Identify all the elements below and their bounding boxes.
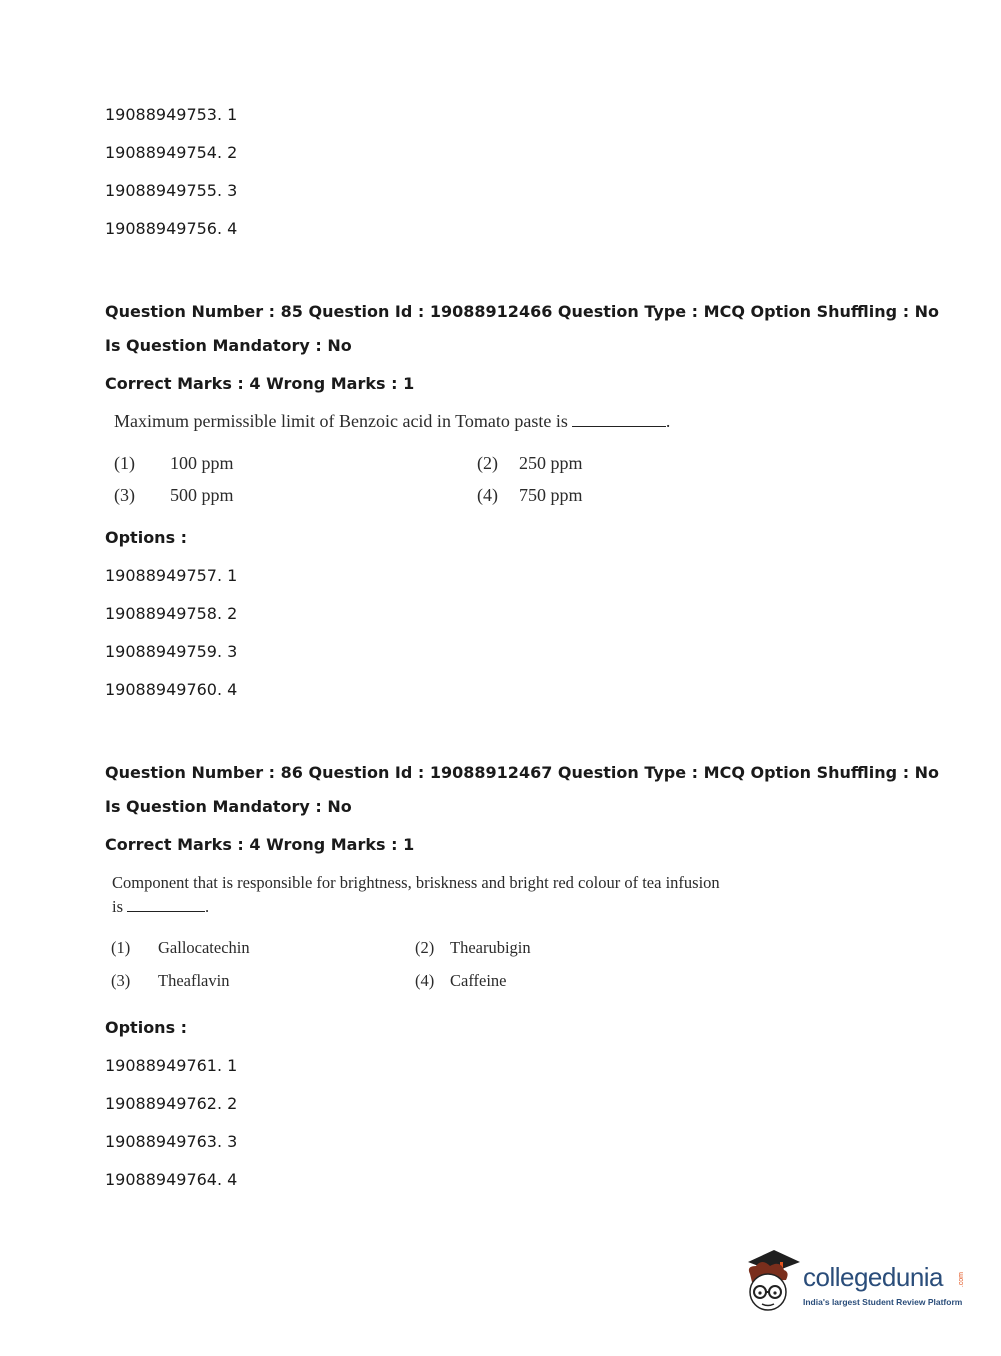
option-line: 19088949758. 2 — [105, 604, 238, 623]
choice-number: (2) — [415, 938, 435, 957]
option-line: 19088949762. 2 — [105, 1094, 238, 1113]
logo-com-text: .com — [958, 1272, 965, 1288]
question-text-line: Component that is responsible for brightness, briskness and bright red colour of tea infusion — [112, 873, 720, 892]
choice-number: (2) — [477, 453, 498, 473]
question-text: Maximum permissible limit of Benzoic acid in Tomato paste is . — [114, 411, 671, 431]
question-marks: Correct Marks : 4 Wrong Marks : 1 — [105, 374, 415, 393]
option-line: 19088949756. 4 — [105, 219, 238, 238]
question-header: Question Number : 86 Question Id : 19088912467 Question Type : MCQ Option Shuffling : No — [105, 763, 940, 782]
option-line: 19088949757. 1 — [105, 566, 238, 585]
question-text-line2: is . — [112, 897, 210, 916]
choice-text: Thearubigin — [450, 938, 531, 957]
answer-blank — [572, 425, 666, 427]
choice-number: (4) — [477, 485, 498, 505]
option-line: 19088949761. 1 — [105, 1056, 238, 1075]
question-mandatory: Is Question Mandatory : No — [105, 336, 352, 355]
options-label: Options : — [105, 528, 188, 547]
options-label: Options : — [105, 1018, 188, 1037]
choice-text: Caffeine — [450, 971, 507, 990]
mascot-icon — [740, 1248, 802, 1314]
option-line: 19088949763. 3 — [105, 1132, 238, 1151]
option-line: 19088949753. 1 — [105, 105, 238, 124]
question-header: Question Number : 85 Question Id : 19088912466 Question Type : MCQ Option Shuffling : No — [105, 302, 940, 321]
logo-tagline: India's largest Student Review Platform — [803, 1297, 963, 1307]
question-text-content: Maximum permissible limit of Benzoic acid in Tomato paste is — [114, 411, 568, 431]
option-line: 19088949759. 3 — [105, 642, 238, 661]
answer-blank — [127, 910, 205, 912]
choice-number: (3) — [114, 485, 135, 505]
choice-number: (4) — [415, 971, 435, 990]
choice-number: (1) — [114, 453, 135, 473]
option-line: 19088949760. 4 — [105, 680, 238, 699]
question-mandatory: Is Question Mandatory : No — [105, 797, 352, 816]
choice-text: 750 ppm — [519, 485, 583, 505]
choice-text: Gallocatechin — [158, 938, 250, 957]
choice-text: 500 ppm — [170, 485, 234, 505]
logo-brand-text: collegedunia — [803, 1262, 944, 1292]
choice-text: 250 ppm — [519, 453, 583, 473]
option-line: 19088949754. 2 — [105, 143, 238, 162]
option-line: 19088949764. 4 — [105, 1170, 238, 1189]
choice-number: (3) — [111, 971, 131, 990]
choice-number: (1) — [111, 938, 131, 957]
choice-text: 100 ppm — [170, 453, 234, 473]
question-marks: Correct Marks : 4 Wrong Marks : 1 — [105, 835, 415, 854]
choice-text: Theaflavin — [158, 971, 230, 990]
question-text-content: is — [112, 897, 124, 916]
option-line: 19088949755. 3 — [105, 181, 238, 200]
